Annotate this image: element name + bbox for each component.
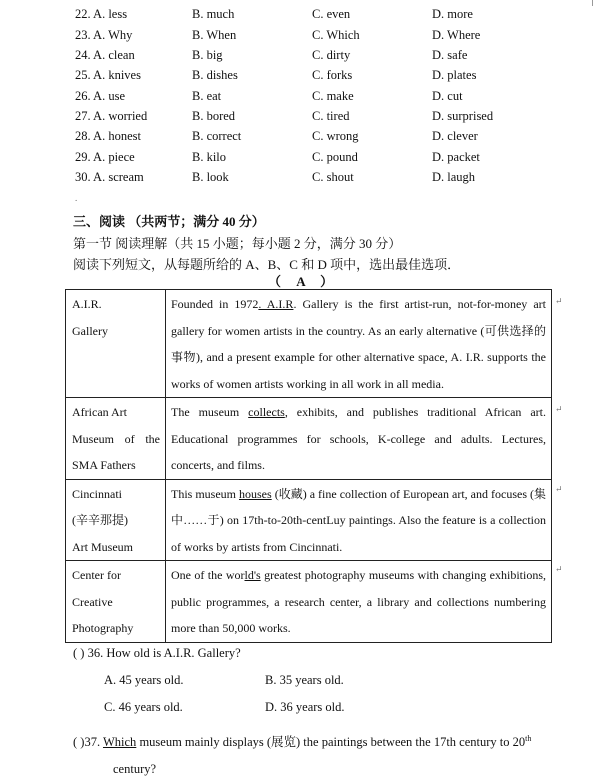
row-end-mark: ↵ [555, 296, 563, 306]
option-c: C. shout [312, 170, 354, 184]
museum-name-cell [66, 479, 166, 561]
desc-underlined: houses [239, 486, 272, 501]
table-row [66, 479, 552, 561]
row-end-mark: ↵ [555, 404, 563, 414]
table-row [66, 561, 552, 643]
q37-underlined-word: Which [102, 735, 137, 750]
museum-description [166, 398, 552, 480]
museum-description [166, 290, 552, 398]
option-c: C. pound [312, 150, 358, 164]
desc-text: , exhibits, and publishes traditional African art. Educational programmes for schools, K-college and adults. Lectures, concerts, and films. [171, 405, 546, 472]
desc-text: . Gallery is the first artist-run, not-for-money art gallery for women artists in the country. As an early alternative (可供选择的事物), and a present example for other alternative space, A. I.R. supports the works of women artists working in all work in all media. [171, 297, 546, 391]
museum-name: SMA Fathers [72, 458, 136, 472]
option-a: 26. A. use [75, 89, 125, 103]
question-37-stem [73, 725, 549, 783]
option-a: 27. A. worried [75, 109, 148, 123]
option-b: B. dishes [192, 68, 238, 82]
museum-name: African Art [72, 405, 127, 419]
desc-underlined: collects [248, 405, 285, 419]
q37-text: museum mainly displays (展览) the paintings between the 17th century to 20 [136, 735, 526, 750]
museum-name: Art Museum [72, 539, 133, 554]
question-36-choice-d: D. 36 years old. [265, 700, 345, 714]
desc-text: This museum [171, 486, 240, 501]
option-a: 24. A. clean [75, 48, 135, 62]
question-36-stem: ( ) 36. How old is A.I.R. Gallery? [73, 646, 241, 660]
desc-text: (收藏) a fine collection of European art, and focuses (集中……于) on 17th-to-20th-centLuy paintings. Also the feature is a collection of works by artists from Cincinnati. [171, 486, 547, 554]
option-c: C. wrong [312, 129, 359, 143]
option-a: 22. A. less [75, 7, 128, 21]
option-a: 25. A. knives [75, 68, 141, 82]
museum-name: Cincinnati [72, 486, 122, 501]
museum-description [166, 479, 552, 561]
option-a: 29. A. piece [75, 150, 135, 164]
part-title: 第一节 阅读理解（共 15 小题；每小题 2 分，满分 30 分） [73, 236, 402, 251]
option-d: D. surprised [432, 109, 494, 123]
desc-text: One of the wor [171, 568, 245, 582]
option-d: D. plates [432, 68, 477, 82]
option-d: D. clever [432, 129, 478, 143]
option-a: 30. A. scream [75, 170, 144, 184]
section-title: 三、阅读 （共两节；满分 40 分） [73, 214, 265, 229]
option-b: B. bored [192, 109, 236, 123]
q37-superscript: th [525, 734, 532, 743]
museum-table [65, 289, 552, 643]
desc-text: The museum [171, 405, 249, 419]
row-end-mark: ↵ [555, 564, 563, 574]
instruction-text: 阅读下列短文，从每题所给的 A、B、C 和 D 项中，选出最佳选项． [73, 257, 461, 272]
option-c: C. tired [312, 109, 350, 123]
paragraph-mark: . [75, 193, 78, 203]
museum-name: Creative [72, 594, 113, 609]
question-36-choice-b: B. 35 years old. [265, 673, 344, 687]
option-c: C. forks [312, 68, 353, 82]
museum-name: A.I.R. [72, 297, 102, 311]
museum-name: Center for [72, 568, 121, 582]
q37-continuation: century? [113, 762, 157, 777]
row-end-mark: ↵ [555, 484, 563, 494]
museum-name: (辛辛那提) [72, 513, 128, 527]
option-d: D. more [432, 7, 473, 21]
passage-label: （ A ） [268, 274, 340, 289]
desc-text: greatest photography museums with changing exhibitions, public programmes, a research center, a library and collections numbering more than 50,000 works. [171, 568, 546, 635]
question-36-choice-a: A. 45 years old. [104, 673, 184, 687]
museum-name: Museum of the [72, 431, 160, 446]
option-d: D. safe [432, 48, 468, 62]
option-b: B. look [192, 170, 229, 184]
desc-underlined: ld's [244, 568, 261, 582]
option-a: 23. A. Why [75, 28, 133, 42]
option-d: D. packet [432, 150, 480, 164]
option-b: B. correct [192, 129, 242, 143]
museum-name: Gallery [72, 323, 108, 338]
option-b: B. When [192, 28, 237, 42]
option-d: D. Where [432, 28, 481, 42]
option-c: C. make [312, 89, 354, 103]
page-corner-mark [582, 0, 593, 6]
table-row [66, 290, 552, 398]
option-b: B. kilo [192, 150, 227, 164]
desc-underlined: . A.I.R [258, 297, 294, 311]
desc-text: Founded in 1972 [171, 297, 259, 311]
museum-name-cell [66, 561, 166, 643]
museum-name: Photography [72, 621, 134, 635]
question-36-choice-c: C. 46 years old. [104, 700, 183, 714]
museum-description [166, 561, 552, 643]
museum-name-cell [66, 290, 166, 398]
table-row [66, 398, 552, 480]
option-a: 28. A. honest [75, 129, 141, 143]
option-c: C. dirty [312, 48, 351, 62]
option-d: D. cut [432, 89, 463, 103]
option-b: B. much [192, 7, 235, 21]
option-b: B. big [192, 48, 223, 62]
museum-name-cell [66, 398, 166, 480]
option-b: B. eat [192, 89, 222, 103]
option-c: C. Which [312, 28, 360, 42]
option-d: D. laugh [432, 170, 476, 184]
option-c: C. even [312, 7, 351, 21]
q37-prefix: ( )37. [73, 735, 103, 750]
